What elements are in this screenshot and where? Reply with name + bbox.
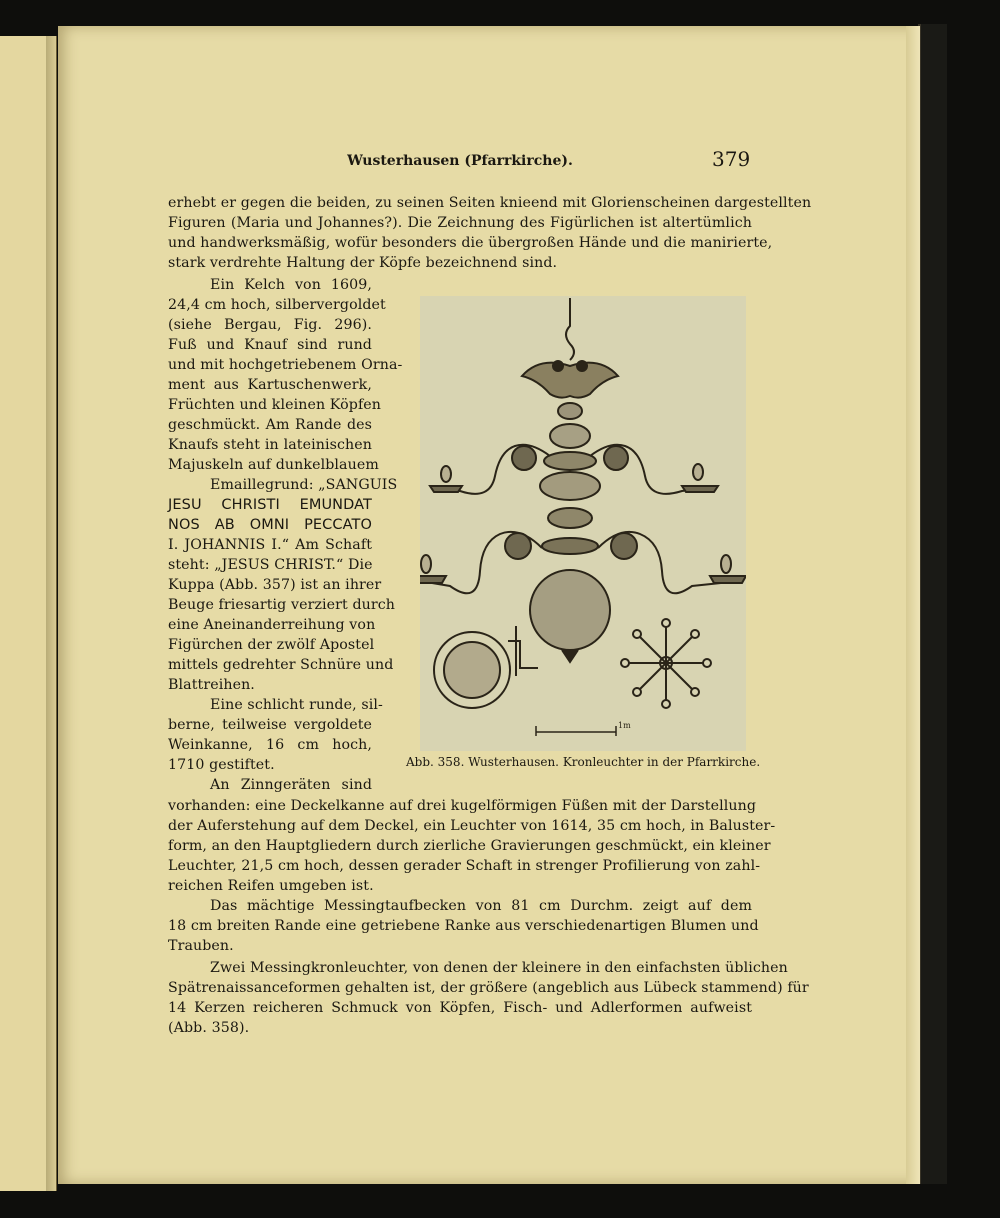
column-line: Weinkanne, 16 cm hoch, [168,737,372,753]
text-line: vorhanden: eine Deckelkanne auf drei kugelförmigen Füßen mit der Darstellung [168,798,757,814]
column-line: ment aus Kartuschenwerk, [168,377,372,393]
text-line: stark verdrehte Haltung der Köpfe bezeichnend sind. [168,255,558,271]
column-line: Emaillegrund: „SANGUIS [210,477,398,493]
column-line: Ein Kelch von 1609, [210,277,372,293]
column-line: 1710 gestiftet. [168,757,275,773]
book-gutter [46,36,56,1191]
column-line: Beuge friesartig verziert durch [168,597,396,613]
column-line: Figürchen der zwölf Apostel [168,637,375,653]
column-line: An Zinngeräten sind [210,777,372,793]
chandelier-drawing [420,296,746,751]
column-line: Kuppa (Abb. 357) ist an ihrer [168,577,382,593]
column-line: (siehe Bergau, Fig. 296). [168,317,372,333]
text-line: 18 cm breiten Rande eine getriebene Ranke aus verschiedenartigen Blumen und [168,918,759,934]
column-line: Früchten und kleinen Köpfen [168,397,382,413]
text-line: Leuchter, 21,5 cm hoch, dessen gerader Schaft in strenger Profilierung von zahl- [168,858,761,874]
running-title: Wusterhausen (Pfarrkirche). [347,153,573,169]
chandelier-illustration [420,296,746,751]
text-line: Trauben. [168,938,234,954]
column-line: NOS AB OMNI PECCATO [168,517,372,533]
page-number: 379 [712,147,751,171]
book-cover-edge [918,24,947,1184]
column-line: Fuß und Knauf sind rund [168,337,372,353]
column-line: eine Aneinanderreihung von [168,617,376,633]
text-line: reichen Reifen umgeben ist. [168,878,374,894]
column-line: JESU CHRISTI EMUNDAT [168,497,372,513]
column-line: Majuskeln auf dunkelblauem [168,457,379,473]
column-line: I. JOHANNIS I.“ Am Schaft [168,537,372,553]
column-line: geschmückt. Am Rande des [168,417,372,433]
column-line: mittels gedrehter Schnüre und [168,657,394,673]
text-line: Spätrenaissanceformen gehalten ist, der größere (angeblich aus Lübeck stammend) für [168,980,809,996]
text-line: 14 Kerzen reicheren Schmuck von Köpfen, Fisch- und Adlerformen aufweist [168,1000,752,1016]
column-line: berne, teilweise vergoldete [168,717,372,733]
text-line: der Auferstehung auf dem Deckel, ein Leuchter von 1614, 35 cm hoch, in Baluster- [168,818,776,834]
column-line: Blattreihen. [168,677,255,693]
text-line: (Abb. 358). [168,1020,250,1036]
column-line: und mit hochgetriebenem Orna- [168,357,403,373]
text-line: Zwei Messingkronleuchter, von denen der kleinere in den einfachsten üblichen [210,960,788,976]
text-line: erhebt er gegen die beiden, zu seinen Seiten knieend mit Glorienscheinen dargestellten [168,195,812,211]
scale-label: 1m [618,721,631,730]
text-line: form, an den Hauptgliedern durch zierliche Gravierungen geschmückt, ein kleiner [168,838,771,854]
column-line: steht: „JESUS CHRIST.“ Die [168,557,373,573]
text-line: Figuren (Maria und Johannes?). Die Zeichnung des Figürlichen ist altertümlich [168,215,752,231]
page-stack-edge [906,26,920,1184]
column-line: Eine schlicht runde, sil- [210,697,383,713]
text-line: und handwerksmäßig, wofür besonders die übergroßen Hände und die manirierte, [168,235,773,251]
column-line: 24,4 cm hoch, silbervergoldet [168,297,386,313]
column-line: Knaufs steht in lateinischen [168,437,372,453]
text-line: Das mächtige Messingtaufbecken von 81 cm Durchm. zeigt auf dem [210,898,752,914]
figure-caption: Abb. 358. Wusterhausen. Kronleuchter in der Pfarrkirche. [406,755,761,769]
